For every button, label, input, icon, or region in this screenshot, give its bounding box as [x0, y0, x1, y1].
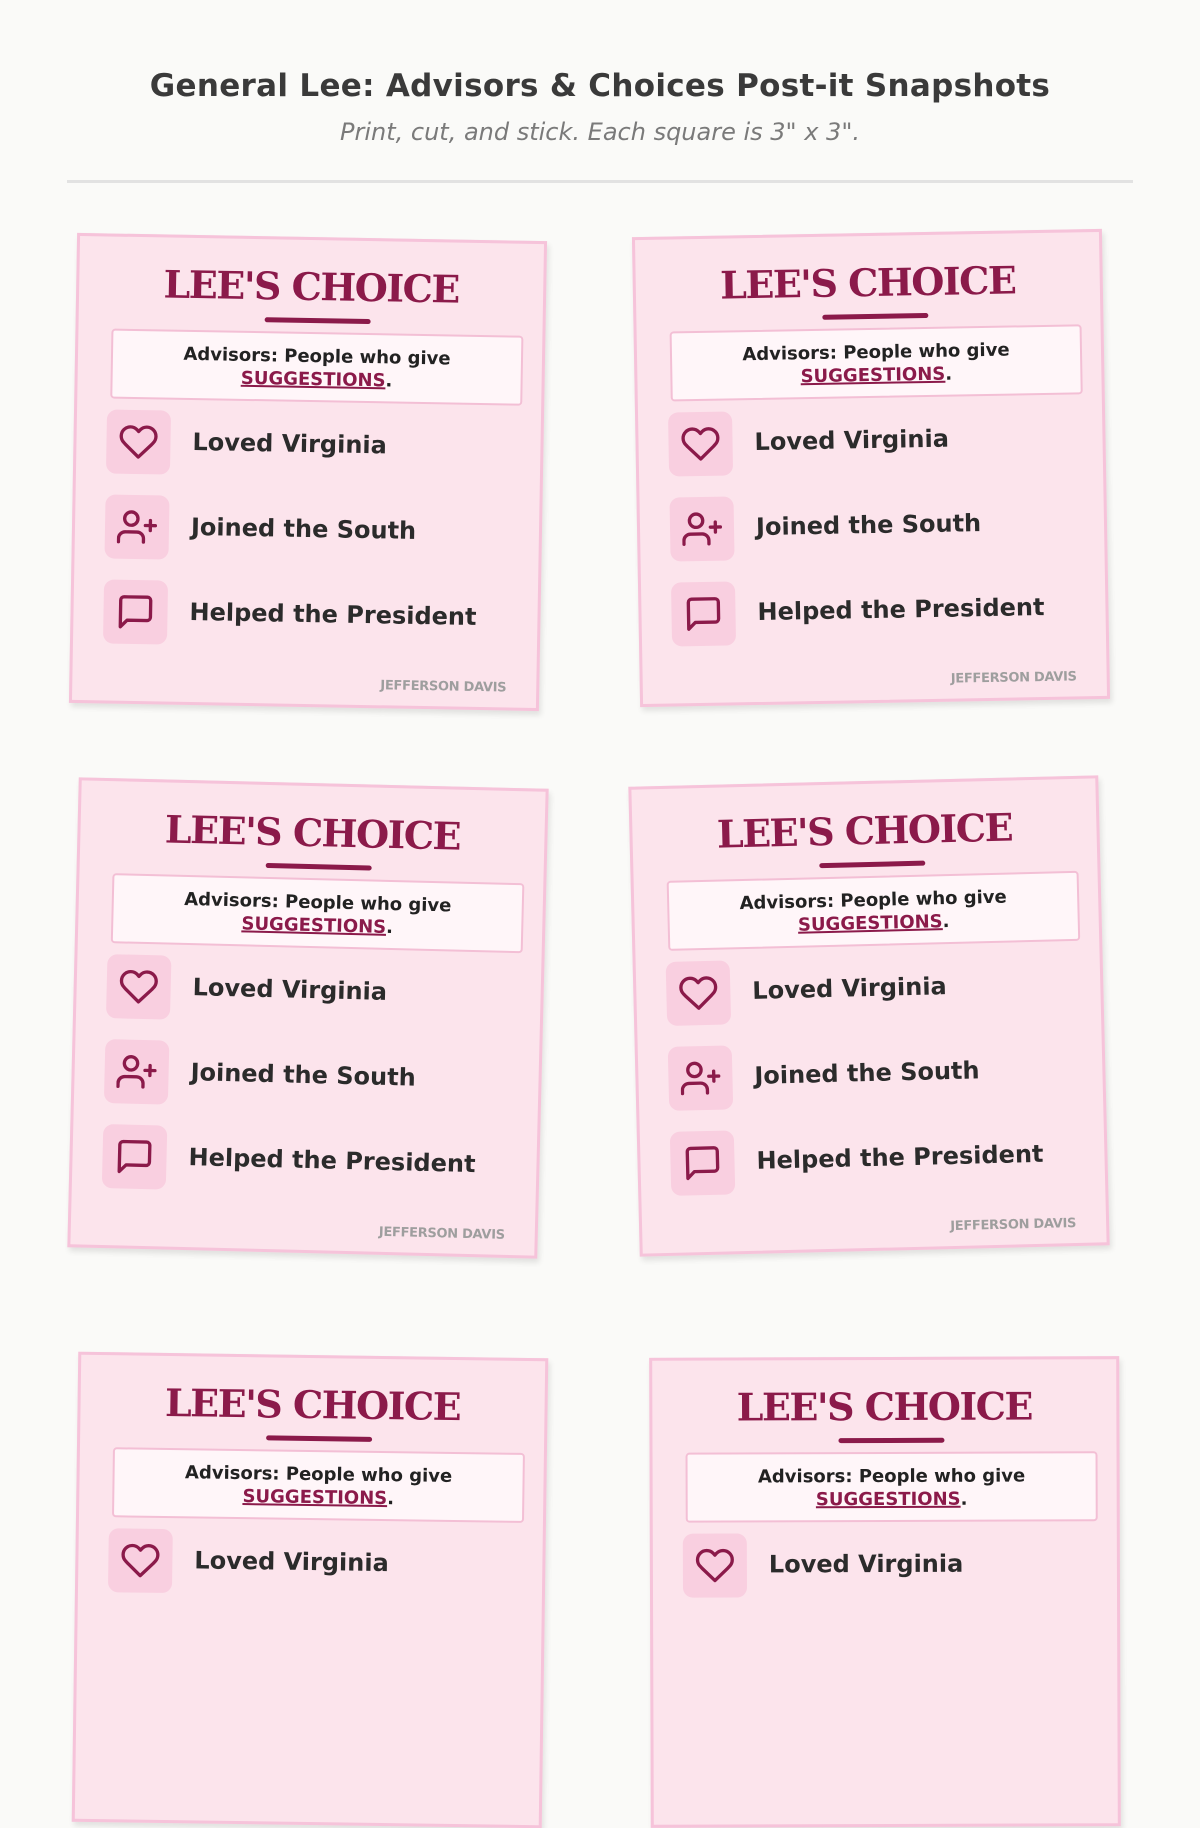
list-item: [666, 952, 1077, 1026]
definition-end: .: [942, 911, 949, 932]
item-label: Joined the South: [754, 1056, 980, 1089]
definition-term: SUGGESTIONS: [798, 911, 943, 936]
definition-box: [686, 1451, 1098, 1522]
definition-box: [667, 871, 1081, 951]
list-item: [106, 954, 517, 1028]
page-subtitle: Print, cut, and stick. Each square is 3" x 3".: [0, 118, 1200, 146]
list-item: [103, 579, 514, 650]
note-brand-title: LEE'S CHOICE: [80, 804, 545, 860]
definition-term: SUGGESTIONS: [241, 913, 386, 938]
definition-end: .: [961, 1489, 968, 1510]
item-label: Helped the President: [189, 598, 476, 631]
list-item: [104, 1039, 515, 1113]
postit-note: [69, 233, 547, 711]
brand-underline: [822, 313, 928, 320]
heart-icon: [106, 409, 171, 474]
item-label: Loved Virginia: [754, 425, 949, 456]
message-square-icon: [102, 1124, 168, 1190]
title-divider: [67, 180, 1133, 183]
definition-box: [110, 329, 523, 406]
user-plus-icon: [104, 1039, 170, 1105]
definition-term: SUGGESTIONS: [241, 368, 386, 392]
definition-term: SUGGESTIONS: [816, 1489, 961, 1511]
item-label: Joined the South: [191, 513, 417, 545]
list-item: [668, 1037, 1079, 1111]
heart-icon: [666, 960, 732, 1026]
item-label: Loved Virginia: [752, 972, 947, 1005]
definition-end: .: [945, 364, 952, 385]
definition-text: Advisors: People who give: [114, 887, 522, 918]
item-label: Loved Virginia: [769, 1550, 963, 1579]
definition-box: [670, 324, 1083, 401]
item-label: Joined the South: [190, 1058, 416, 1091]
item-label: Loved Virginia: [192, 973, 387, 1006]
postit-note: [67, 777, 548, 1258]
brand-underline: [265, 317, 371, 324]
brand-underline: [266, 863, 372, 871]
list-item: [683, 1532, 1093, 1597]
brand-underline: [838, 1438, 944, 1443]
message-square-icon: [103, 579, 168, 644]
item-label: Joined the South: [756, 509, 982, 541]
heart-icon: [106, 954, 172, 1020]
definition-text: Advisors: People who give: [113, 343, 521, 371]
definition-text: Advisors: People who give: [672, 338, 1080, 366]
definition-text: Advisors: People who give: [669, 885, 1077, 916]
message-square-icon: [670, 1130, 736, 1196]
item-label: Loved Virginia: [192, 428, 387, 459]
note-footer: JEFFERSON DAVIS: [951, 669, 1077, 686]
item-label: Loved Virginia: [194, 1546, 389, 1577]
definition-box: [111, 873, 525, 953]
definition-box: [112, 1447, 525, 1523]
definition-text: Advisors: People who give: [114, 1461, 522, 1488]
brand-underline: [266, 1435, 372, 1441]
postit-note: [72, 1352, 549, 1828]
definition-text: Advisors: People who give: [688, 1465, 1096, 1487]
note-brand-title: LEE'S CHOICE: [80, 1379, 545, 1430]
list-item: [668, 405, 1079, 476]
list-item: [108, 1528, 519, 1598]
definition-term: SUGGESTIONS: [242, 1486, 387, 1509]
heart-icon: [108, 1528, 173, 1593]
note-footer: JEFFERSON DAVIS: [379, 1225, 505, 1243]
note-brand-title: LEE'S CHOICE: [635, 256, 1100, 309]
list-item: [670, 1122, 1081, 1196]
note-footer: JEFFERSON DAVIS: [950, 1216, 1076, 1234]
postit-note: [628, 775, 1109, 1256]
list-item: [669, 490, 1080, 561]
list-item: [104, 494, 515, 565]
note-brand-title: LEE'S CHOICE: [632, 802, 1097, 858]
heart-icon: [683, 1533, 747, 1597]
user-plus-icon: [668, 1045, 734, 1111]
note-brand-title: LEE'S CHOICE: [79, 260, 544, 313]
postit-note: [632, 229, 1110, 707]
message-square-icon: [671, 581, 736, 646]
item-label: Helped the President: [756, 1140, 1044, 1175]
page-title: General Lee: Advisors & Choices Post-it Snapshots: [0, 68, 1200, 104]
list-item: [106, 409, 517, 480]
definition-term: SUGGESTIONS: [800, 364, 945, 388]
definition-end: .: [387, 1488, 394, 1509]
list-item: [102, 1124, 513, 1198]
note-brand-title: LEE'S CHOICE: [652, 1383, 1116, 1430]
item-label: Helped the President: [188, 1143, 476, 1178]
note-footer: JEFFERSON DAVIS: [380, 678, 506, 695]
definition-end: .: [386, 917, 393, 938]
brand-underline: [819, 861, 925, 869]
item-label: Helped the President: [757, 593, 1044, 626]
list-item: [671, 575, 1082, 646]
user-plus-icon: [104, 494, 169, 559]
heart-icon: [668, 411, 733, 476]
user-plus-icon: [669, 496, 734, 561]
definition-end: .: [385, 370, 392, 391]
postit-note: [649, 1356, 1121, 1828]
